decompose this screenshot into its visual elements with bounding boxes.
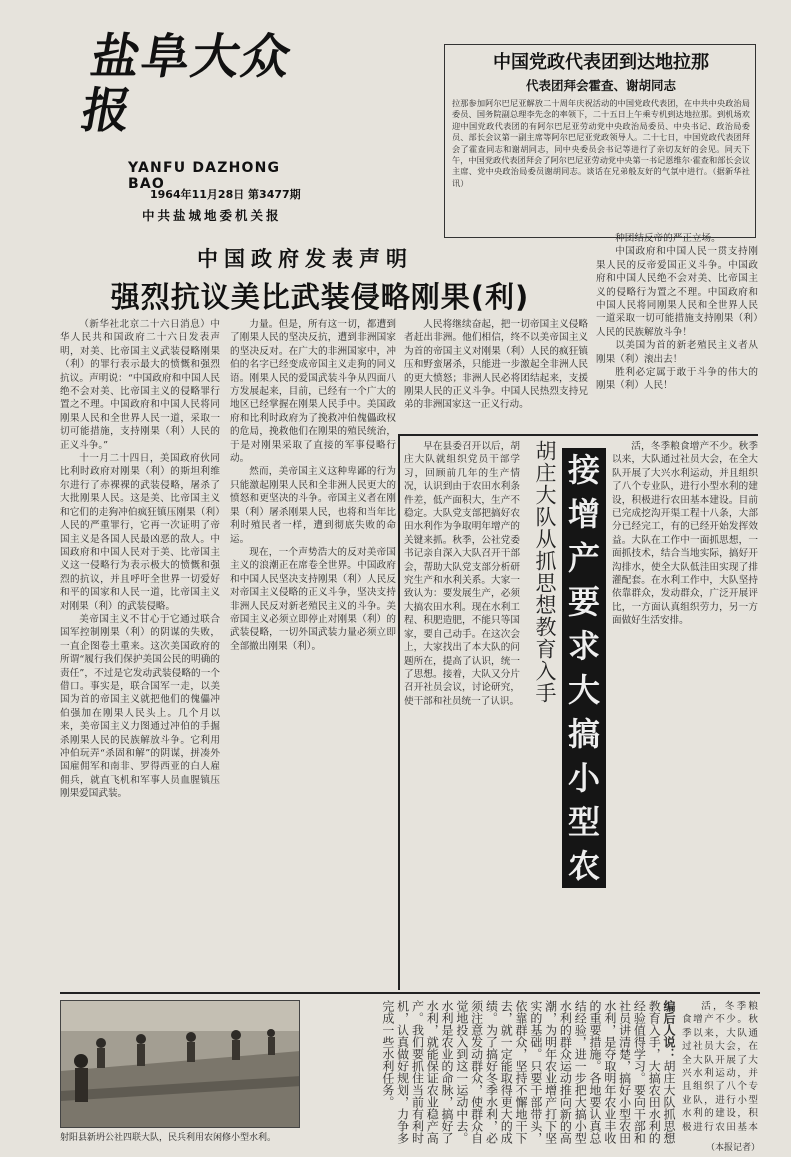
feature-col1-paragraph: 早在县委召开以后，胡庄大队就组织党员干部学习，回顾前几年的生产情况，认识到由于农田水利条件差，低产面积大，生产不稳定。大队党支部把搞好农田水利作为争取明年增产的关键来抓。秋季，公社党委书记亲自深入大队召开干部会，帮助大队党支部分析研究生产和水利关系。大家一致认为：要发展生产，必须大搞农田水利。现在水利工程、积肥造肥，不能只等国家，要自己动手。在这次会上，大家找出了本大队的问题所在，提高了认识，统一了思想。接着，大队又分片召开社员会议，讨论研究，使干部和社员统一了认识。 [404, 441, 520, 707]
masthead-title: 盐阜大众报 [77, 29, 297, 139]
main-column-2 [230, 318, 396, 908]
top-right-subhead: 代表团拜会霍查、谢胡同志 [525, 78, 676, 93]
main-col1-paragraph: 美帝国主义不甘心于它通过联合国军控制刚果（利）的阴谋的失败，一直企图卷土重来。这次美国政府的所谓“履行我们保护美国公民的明确的责任”，不过是它发动武装侵略的一个借口。事实是，联合国军一走，以美国为首的帝国主义就把他们的傀儡冲伯强加在刚果人民头上。几个月以来，美帝国主义力图通过冲伯的手掘杀刚果人民的民族解放斗争。它利用冲伯玩弄“杀固和解”的阴谋，拼凑外国雇佣军和南非、罗得西亚的白人雇佣兵，就直飞机和军事人员血腥镇压刚果爱国武装。 [60, 613, 220, 800]
banner-char: 搞 [567, 715, 600, 753]
banner-char: 求 [567, 627, 600, 665]
main-col2-paragraph: 然而，美帝国主义这种卑鄙的行为只能激起刚果人民和全非洲人民更大的愤怒和更坚决的斗争。帝国主义者在刚果（利）屠杀刚果人民，也将和当年比利时殖民者一样，遭到彻底失败的命运。 [230, 466, 396, 545]
main-col2-paragraph: 现在，一个声势浩大的反对美帝国主义的浪潮正在席卷全世界。中国政府和中国人民坚决支持刚果（利）人民反对帝国主义侵略的正义斗争，坚决支持非洲人民反对新老殖民主义的斗争。美帝国主义必须立即停止对刚果（利）的武装侵略，一切外国武装力量必须立即全部撤出刚果（利）。 [230, 546, 396, 652]
main-col2-paragraph: 力量。但是，所有这一切，都遭到了刚果人民的坚决反抗，遭到非洲国家的坚决反对。在广大的非洲国家中，冲伯的名字已经变成帝国主义走狗的同义语。刚果人民的爱国武装斗争从四面八方发展起来，目前，已经有一个广大的地区已经掌握在刚果人民手中。美国政府和比利时政府为了挽救冲伯傀儡政权的危局，挽救他们在刚果的殖民统治，于是对刚果采取了直接的军事侵略行动。 [230, 319, 396, 465]
feature-side-headline: 胡庄大队从抓思想教育入手 [533, 440, 557, 704]
main-headline: 强烈抗议美比武装侵略刚果(利) [110, 280, 530, 314]
main-kicker: 中国政府发表声明 [197, 247, 413, 271]
feature-bottom-paragraph: 活，冬季粮食增产不少。秋季以来，大队通过社员大会，在全大队开展了大兴水利运动，并且组织了八个专业队，进行小型水利的建设，积极进行农田基本 [682, 1001, 758, 1133]
top-right-headline: 中国党政代表团到达地拉那 [493, 52, 709, 73]
news-photo [60, 1000, 300, 1128]
rule-horizontal [60, 992, 760, 994]
feature-column-1 [404, 440, 520, 988]
masthead-latin: YANFU DAZHONG BAO [128, 160, 281, 192]
main-col4-paragraph: 中国政府和中国人民一贯支持刚果人民的反帝爱国正义斗争。中国政府和中国人民绝不会对美、比帝国主义的侵略行为置之不理。中国政府和中国人民将同刚果人民和全世界人民一道采取一切可能措施支持刚果（利）人民的民族解放斗争！ [596, 246, 758, 338]
banner-char: 小 [567, 759, 600, 797]
banner-char: 增 [567, 495, 600, 533]
main-col4-paragraph: 胜利必定属于敢于斗争的伟大的刚果（利）人民！ [596, 367, 758, 392]
main-column-4 [596, 232, 758, 428]
masthead-publisher: 中共盐城地委机关报 [142, 208, 282, 223]
masthead-date: 1964年11月28日 第3477期 [150, 188, 301, 201]
banner-char: 农 [567, 847, 600, 885]
top-right-body: 拉那参加阿尔巴尼亚解放二十周年庆祝活动的中国党政代表团，在中共中央政治局委员、国务院副总理李先念的率领下，二十五日上午乘专机到达地拉那。到机场欢迎中国党政代表团的有阿尔巴尼亚劳动党中央政治局委员、中央书记、政治局委员、部长会议第一副主席等阿尔巴尼亚党政领导人。二十七日，中国党政代表团拜会了霍查同志和谢胡同志，同中央委员会书记等进行了亲切友好的会见。同天下午，中国党政代表团拜会了阿尔巴尼亚劳动党中央第一书记恩维尔·霍查和部长会议主席、党中央政治局委员谢胡同志。谈话在兄弟般友好的气氛中进行。（据新华社讯） [452, 98, 750, 188]
banner-char: 接 [567, 451, 600, 489]
main-column-3 [404, 318, 588, 428]
main-col3-paragraph: 人民将继续奋起，把一切帝国主义侵略者赶出非洲。他们相信，终不以美帝国主义为首的帝国主义对刚果（利）人民的疯狂镇压和野蛮屠杀，只能进一步激起全非洲人民的更大愤怒；非洲人民必将团结起来，支援刚果人民的正义斗争。中国人民热烈支持兄弟的非洲国家这一正义行动。 [404, 319, 588, 411]
main-col4-paragraph: 以美国为首的新老殖民主义者从刚果（利）滚出去！ [596, 340, 758, 365]
feature-col2-paragraph: 活，冬季粮食增产不少。秋季以来，大队通过社员大会，在全大队开展了大兴水利运动，并且组织了八个专业队，进行小型水利的建设，积极进行农田基本建设。目前已完成挖沟开渠工程十八条，大部分已经完工，有的已经开始发挥效益。大队在工作中一面抓思想，一面抓技术，结合当地实际，搞好开沟排水，使全大队低洼田实现了排灌配套。在水利工作中，大队坚持依靠群众，发动群众，广泛开展评比，一方面认真组织劳力，另一方面做好生活安排。 [612, 441, 758, 627]
main-column-1 [60, 318, 220, 908]
photo-image [61, 1001, 300, 1128]
banner-char: 大 [567, 671, 600, 709]
main-col4-paragraph: 种团结反帝的严正立场。 [615, 233, 721, 244]
main-col1-paragraph: 十一月二十四日，美国政府伙同比利时政府对刚果（利）的斯坦利维尔进行了赤裸裸的武装侵略，屠杀了大批刚果人民。这是美、比帝国主义和它们的走狗冲伯疯狂镇压刚果（利）人民的严重罪行，它再一次证明了帝国主义是各国人民最凶恶的敌人。中国政府和中国人民对于美、比帝国主义这一侵略行为表示极大的愤慨和强烈的抗议，并且呼吁全世界一切爱好和平的国家和人民一道，比帝国主义对刚果（利）的武装侵略。 [60, 453, 220, 612]
banner-char: 产 [567, 539, 600, 577]
rule-horizontal [400, 434, 758, 436]
feature-column-2 [612, 440, 758, 988]
feature-banner [562, 448, 606, 888]
commentary-text [306, 1000, 676, 1150]
photo-caption: 射阳县新坍公社四联大队，民兵利用农闲修小型水利。 [60, 1133, 277, 1143]
feature-bottom-right [682, 1000, 758, 1134]
banner-char: 型 [567, 803, 600, 841]
main-col1-paragraph: （新华社北京二十六日消息）中华人民共和国政府二十六日发表声明，对美、比帝国主义武装侵略刚果（利）的罪行表示最大的愤慨和强烈抗议。声明说：“中国政府和中国人民绝不会对美、比帝国主义的侵略罪行置之不理。中国政府和中国人民将同刚果人民和全世界人民一道，采取一切可能措施，支持刚果（利）人民的正义斗争。” [60, 319, 220, 451]
commentary-body: 胡庄大队抓思想教育入手，大搞农田水利的经验值得学习。要向干部和社员讲清楚，搞好小型农田水利，是夺取明年农业丰收的重要措施。各地要认真总结经验，进一步把大搞小型水利的群众运动推向新的高潮，为明年农业增产打下坚实的基础。只要干部带头，依靠群众，坚持不懈地干下去，就一定能取得更大的成绩。为了搞好冬季水利，必须注意发动群众，使群众自觉地投入到这一运动中去。水利是农业的命脉，搞好了水利，就能保证农业稳产高产。我们要抓住当前有利时机，认真做好规划，力争多完成一些水利任务。 [380, 1000, 676, 1144]
banner-char: 要 [567, 583, 600, 621]
commentary-title: 编后人说： [662, 1000, 676, 1060]
byline-note: （本报记者） [706, 1143, 761, 1153]
rule-vertical [398, 434, 400, 990]
